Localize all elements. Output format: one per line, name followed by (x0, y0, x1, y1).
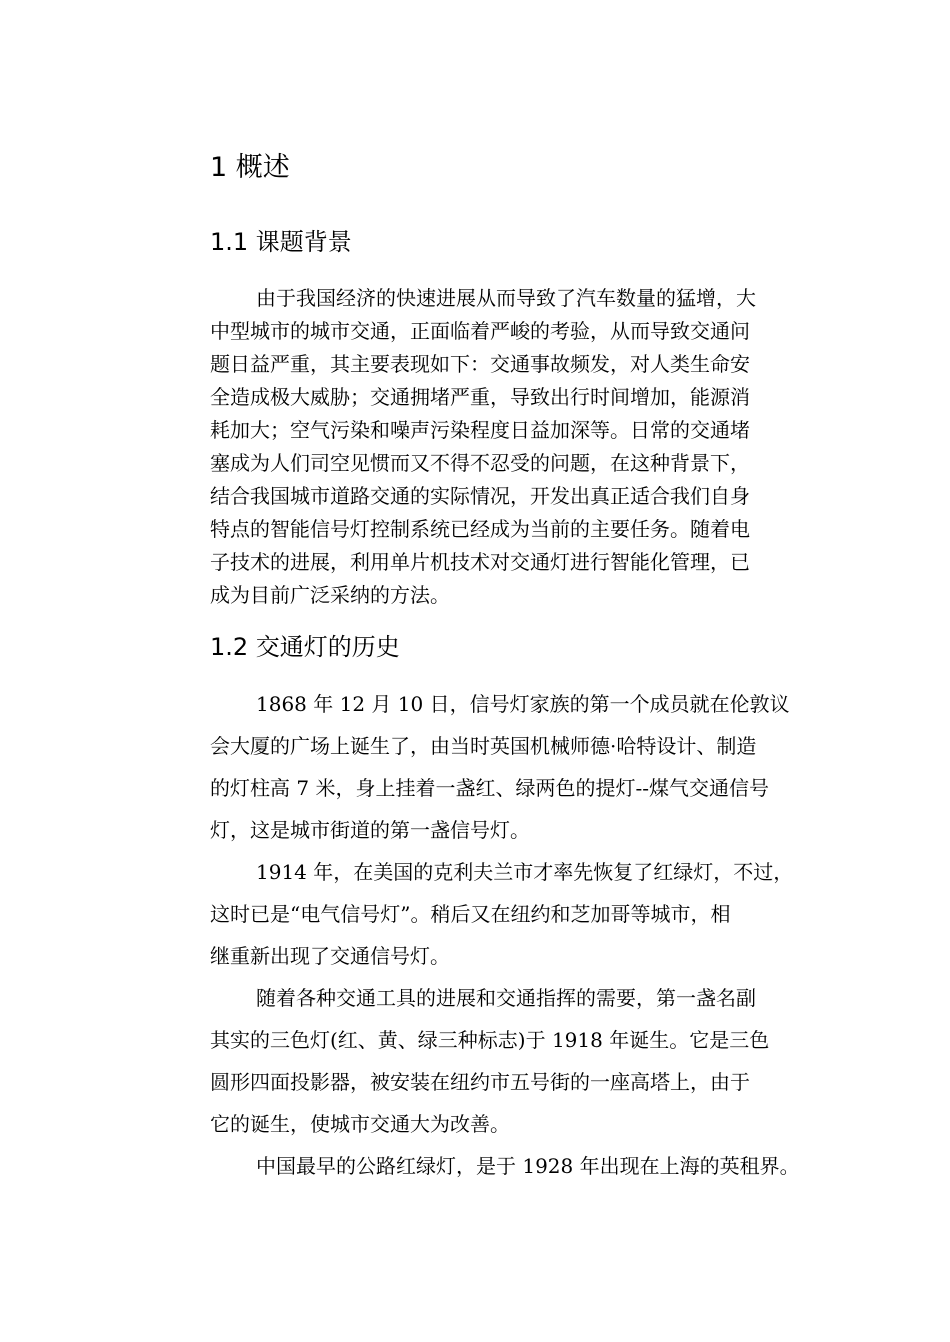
paragraph-line: 耗加大；空气污染和噪声污染程度日益加深等。日常的交通堵 (210, 418, 750, 442)
paragraph-line: 圆形四面投影器，被安装在纽约市五号街的一座高塔上，由于 (210, 1070, 750, 1094)
paragraph-line: 由于我国经济的快速进展从而导致了汽车数量的猛增，大 (256, 286, 756, 310)
background-paragraph (210, 282, 830, 612)
paragraph-line: 1914 年，在美国的克利夫兰市才率先恢复了红绿灯，不过， (256, 860, 794, 884)
paragraph-line: 成为目前广泛采纳的方法。 (210, 583, 450, 607)
section-title-1-1: 1.1 课题背景 (210, 228, 352, 256)
paragraph-line: 灯，这是城市街道的第一盏信号灯。 (210, 818, 530, 842)
paragraph-line: 题日益严重，其主要表现如下：交通事故频发，对人类生命安 (210, 352, 750, 376)
paragraph-line: 结合我国城市道路交通的实际情况，开发出真正适合我们自身 (210, 484, 750, 508)
chapter-title: 1 概述 (210, 152, 290, 183)
paragraph-line: 中国最早的公路红绿灯，是于 1928 年出现在上海的英租界。 (256, 1154, 800, 1178)
paragraph-line: 随着各种交通工具的进展和交通指挥的需要，第一盏名副 (256, 986, 756, 1010)
paragraph-line: 这时已是“电气信号灯”。稍后又在纽约和芝加哥等城市，相 (210, 902, 731, 926)
paragraph-line: 其实的三色灯(红、黄、绿三种标志)于 1918 年诞生。它是三色 (210, 1028, 770, 1052)
paragraph-line: 塞成为人们司空见惯而又不得不忍受的问题，在这种背景下， (210, 451, 750, 475)
paragraph-line: 全造成极大威胁；交通拥堵严重，导致出行时间增加，能源消 (210, 385, 750, 409)
history-paragraphs (210, 683, 830, 1187)
paragraph-line: 继重新出现了交通信号灯。 (210, 944, 450, 968)
paragraph-line: 1868 年 12 月 10 日，信号灯家族的第一个成员就在伦敦议 (256, 692, 790, 716)
section-title-1-2: 1.2 交通灯的历史 (210, 633, 400, 661)
paragraph-line: 它的诞生，使城市交通大为改善。 (210, 1112, 510, 1136)
paragraph-line: 特点的智能信号灯控制系统已经成为当前的主要任务。随着电 (210, 517, 750, 541)
paragraph-line: 中型城市的城市交通，正面临着严峻的考验，从而导致交通问 (210, 319, 750, 343)
paragraph-line: 的灯柱高 7 米，身上挂着一盏红、绿两色的提灯--煤气交通信号 (210, 776, 769, 800)
paragraph-line: 会大厦的广场上诞生了，由当时英国机械师德·哈特设计、制造 (210, 734, 757, 758)
paragraph-line: 子技术的进展，利用单片机技术对交通灯进行智能化管理，已 (210, 550, 750, 574)
